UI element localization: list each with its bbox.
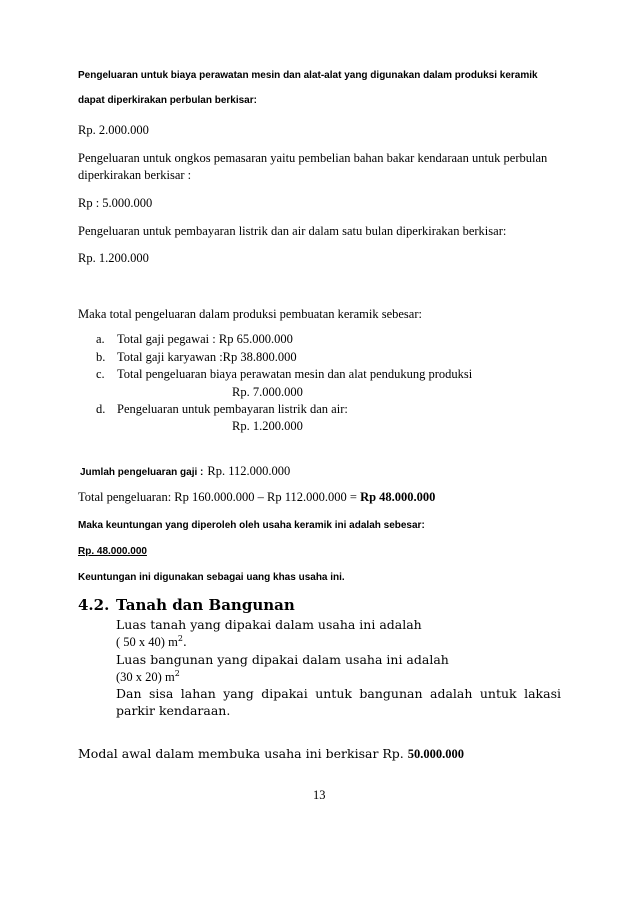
total-intro: Maka total pengeluaran dalam produksi pembuatan keramik sebesar: [78, 307, 422, 321]
section-building-area-text: Luas bangunan yang dipakai dalam usaha ini adalah [116, 652, 449, 667]
paragraph-marketing-line1: Pengeluaran untuk ongkos pemasaran yaitu pembelian bahan bakar kendaraan untuk perbulan [78, 151, 548, 165]
section-number: 4.2. [78, 596, 110, 614]
profit-amount: Rp. 48.000.000 [78, 546, 147, 557]
building-area-sup: 2 [174, 669, 180, 678]
profit-intro: Maka keuntungan yang diperoleh oleh usaha keramik ini adalah sebesar: [78, 520, 425, 531]
page-number: 13 [313, 788, 326, 802]
section-title: Tanah dan Bangunan [116, 596, 295, 614]
list-item-b: Total gaji karyawan :Rp 38.800.000 [117, 350, 297, 364]
list-item-d: Pengeluaran untuk pembayaran listrik dan air: [117, 402, 348, 416]
list-marker-b: b. [96, 350, 106, 364]
building-area-base: (30 x 20) m [116, 670, 175, 685]
section-remaining-land: Dan sisa lahan yang dipakai untuk bangunan adalah untuk lakasi parkir kendaraan. [116, 686, 561, 718]
land-area-base: ( 50 x 40) m [116, 635, 178, 650]
jumlah-line [80, 462, 290, 480]
list-item-c-amount: Rp. 7.000.000 [232, 385, 303, 399]
section-land-area-value [116, 634, 187, 650]
list-item-d-amount: Rp. 1.200.000 [232, 419, 303, 433]
list-marker-d: d. [96, 402, 106, 416]
land-area-sup: 2 [177, 634, 183, 643]
total-calculation [78, 490, 435, 505]
list-item-c: Total pengeluaran biaya perawatan mesin dan alat pendukung produksi [117, 367, 473, 381]
list-item-a: Total gaji pegawai : Rp 65.000.000 [117, 332, 293, 346]
paragraph-utilities: Pengeluaran untuk pembayaran listrik dan air dalam satu bulan diperkirakan berkisar: [78, 224, 507, 238]
section-land-area-text: Luas tanah yang dipakai dalam usaha ini adalah [116, 617, 422, 632]
list-marker-a: a. [96, 332, 105, 346]
amount-marketing: Rp : 5.000.000 [78, 196, 153, 210]
section-building-area-value [116, 669, 180, 685]
modal-line [78, 746, 464, 762]
total-calculation-text: Total pengeluaran: Rp 160.000.000 – Rp 112.000.000 = [78, 490, 361, 504]
land-area-after: . [182, 634, 187, 650]
list-marker-c: c. [96, 367, 105, 381]
modal-text: Modal awal dalam membuka usaha ini berkisar Rp. [78, 746, 408, 761]
modal-amount: 50.000.000 [407, 747, 464, 761]
amount-maintenance: Rp. 2.000.000 [78, 123, 149, 137]
paragraph-maintenance-line2: dapat diperkirakan perbulan berkisar: [78, 95, 257, 106]
jumlah-value: Rp. 112.000.000 [207, 464, 291, 478]
jumlah-label: Jumlah pengeluaran gaji : [80, 467, 204, 478]
paragraph-marketing-line2: diperkirakan berkisar : [78, 168, 192, 182]
profit-use: Keuntungan ini digunakan sebagai uang khas usaha ini. [78, 572, 345, 583]
total-calculation-result: Rp 48.000.000 [360, 490, 436, 504]
amount-utilities: Rp. 1.200.000 [78, 251, 149, 265]
paragraph-maintenance-line1: Pengeluaran untuk biaya perawatan mesin dan alat-alat yang digunakan dalam produksi keramik [78, 70, 538, 81]
